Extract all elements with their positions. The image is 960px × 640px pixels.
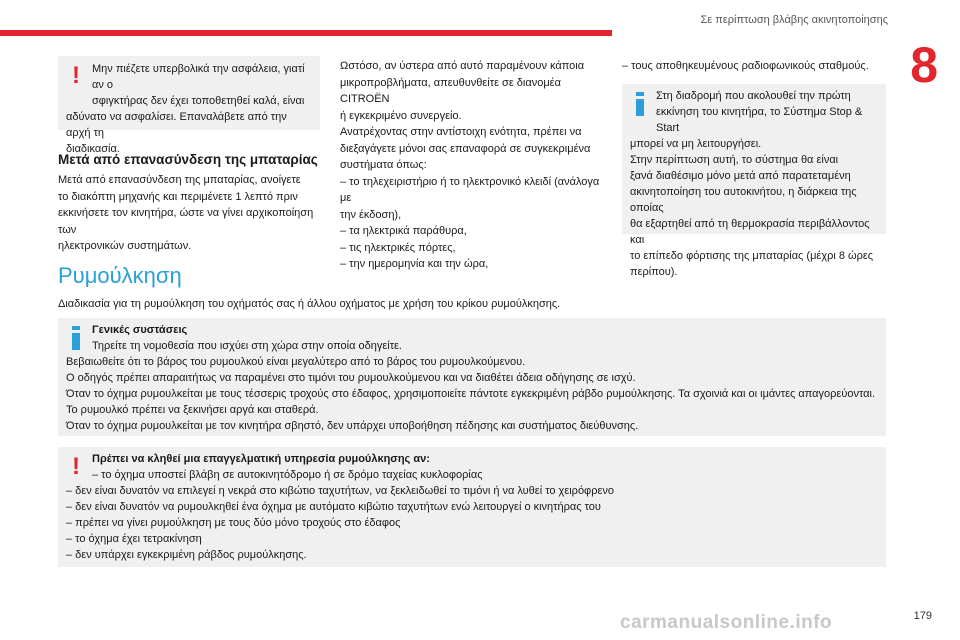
- info-line: ξανά διαθέσιμο μόνο μετά από παρατεταμένη: [630, 170, 851, 182]
- middle-line: – το τηλεχειριστήριο ή το ηλεκτρονικό κλειδί (ανάλογα με: [340, 175, 600, 204]
- info-icon: [634, 92, 644, 116]
- reconnect-line: το διακόπτη μηχανής και περιμένετε 1 λεπτό πριν: [58, 190, 298, 203]
- general-line: Το ρυμουλκό πρέπει να ξεκινήσει αργά και σταθερά.: [66, 404, 319, 416]
- warning-icon: !: [72, 62, 80, 89]
- info-line: Στην περίπτωση αυτή, το σύστημα θα είναι: [630, 154, 839, 166]
- general-line: Βεβαιωθείτε ότι το βάρος του ρυμουλκού είναι μεγαλύτερο από το βάρος του ρυμουλκούμενου.: [66, 356, 526, 368]
- info-line: θα εξαρτηθεί από τη θερμοκρασία περιβάλλοντος και: [630, 218, 870, 246]
- info-line: ακινητοποίηση του αυτοκινήτου, η διάρκεια της οποίας: [630, 186, 857, 214]
- general-line: Τηρείτε τη νομοθεσία που ισχύει στη χώρα στην οποία οδηγείτε.: [92, 340, 402, 352]
- warning-line: διαδικασία.: [66, 143, 120, 155]
- chapter-number: 8: [910, 37, 938, 93]
- warning-box-top: [58, 56, 320, 155]
- running-title: Σε περίπτωση βλάβης ακινητοποίησης: [700, 14, 888, 26]
- professional-towing-box: [58, 447, 886, 567]
- warning-line: αδύνατο να ασφαλίσει. Επαναλάβετε από την αρχή τη: [66, 111, 287, 139]
- reconnect-text: [58, 172, 328, 255]
- page-number: 179: [913, 610, 932, 622]
- info-line: μπορεί να μη λειτουργήσει.: [630, 138, 762, 150]
- reconnect-title: Μετά από επανασύνδεση της μπαταρίας: [58, 152, 318, 167]
- professional-line: – το όχημα έχει τετρακίνηση: [66, 533, 202, 545]
- professional-box-title: Πρέπει να κληθεί μια επαγγελματική υπηρεσία ρυμούλκησης αν:: [92, 453, 430, 465]
- middle-line: – τις ηλεκτρικές πόρτες,: [340, 241, 456, 254]
- middle-line: συστήματα όπως:: [340, 159, 427, 171]
- warning-line: Μην πιέζετε υπερβολικά την ασφάλεια, γιατί αν ο: [92, 63, 305, 91]
- warning-icon: !: [72, 453, 80, 480]
- info-line: εκκίνηση του κινητήρα, το Σύστημα Stop & Start: [656, 106, 863, 134]
- general-line: Όταν το όχημα ρυμουλκείται με τον κινητήρα σβηστό, δεν υπάρχει υποβοήθηση πέδησης και συστήματος διεύθυνσης.: [66, 420, 639, 432]
- professional-line: – δεν είναι δυνατόν να επιλεγεί η νεκρά στο κιβώτιο ταχυτήτων, να ξεκλειδωθεί το τιμόνι ή να λυθεί το χειρόφρενο: [66, 485, 614, 497]
- middle-line: Ωστόσο, αν ύστερα από αυτό παραμένουν κάποια: [340, 60, 585, 72]
- professional-line: – δεν υπάρχει εγκεκριμένη ράβδος ρυμούλκησης.: [66, 549, 307, 561]
- middle-line: – την ημερομηνία και την ώρα,: [340, 258, 489, 270]
- info-line: Στη διαδρομή που ακολουθεί την πρώτη: [656, 90, 851, 102]
- middle-line: την έκδοση),: [340, 208, 402, 221]
- reconnect-line: εκκινήσετε τον κινητήρα, ώστε να γίνει αρχικοποίηση των: [58, 207, 314, 236]
- watermark: carmanualsonline.info: [620, 612, 833, 633]
- middle-column: [340, 58, 610, 273]
- info-line: περίπου).: [630, 266, 678, 278]
- right-column-line: – τους αποθηκευμένους ραδιοφωνικούς σταθμούς.: [622, 60, 869, 72]
- middle-line: Ανατρέχοντας στην αντίστοιχη ενότητα, πρέπει να: [340, 126, 582, 138]
- towing-intro: Διαδικασία για τη ρυμούλκηση του οχήματός σας ή άλλου οχήματος με χρήση του κρίκου ρυμούλκησης.: [58, 298, 561, 310]
- warning-line: σφιγκτήρας δεν έχει τοποθετηθεί καλά, είναι: [92, 95, 305, 107]
- professional-line: – δεν είναι δυνατόν να ρυμουλκηθεί ένα όχημα με αυτόματο κιβώτιο ταχυτήτων ενώ λειτουργεί ο κινητήρας του: [66, 501, 601, 513]
- middle-line: διεξαγάγετε μόνοι σας επαναφορά σε συγκεκριμένα: [340, 142, 591, 155]
- info-line: το επίπεδο φόρτισης της μπαταρίας (μέχρι 8 ώρες: [630, 250, 874, 262]
- info-box-right: [622, 84, 886, 278]
- middle-line: μικροπροβλήματα, απευθυνθείτε σε διανομέα CITROËN: [340, 76, 561, 105]
- reconnect-line: Μετά από επανασύνδεση της μπαταρίας, ανοίγετε: [58, 174, 301, 186]
- info-icon: [70, 326, 80, 350]
- general-box-title: Γενικές συστάσεις: [92, 324, 188, 336]
- middle-line: ή εγκεκριμένο συνεργείο.: [340, 109, 462, 122]
- general-line: Ο οδηγός πρέπει απαραιτήτως να παραμένει στο τιμόνι του ρυμουλκούμενου και να διαθέτει άδεια οδήγησης σε ισχύ.: [66, 372, 636, 384]
- towing-title: Ρυμούλκηση: [58, 263, 182, 288]
- professional-line: – πρέπει να γίνει ρυμούλκηση με τους δύο μόνο τροχούς στο έδαφος: [66, 517, 401, 529]
- header-accent-bar: [0, 30, 612, 36]
- general-line: Όταν το όχημα ρυμουλκείται με τους τέσσερις τροχούς στο έδαφος, χρησιμοποιείτε πάντοτε εγκεκριμένη ράβδο ρυμούλκησης. Τα σχοινιά και οι ιμάντες απαγορεύονται.: [66, 388, 876, 400]
- reconnect-line: ηλεκτρονικών συστημάτων.: [58, 240, 192, 252]
- middle-line: – τα ηλεκτρικά παράθυρα,: [340, 225, 467, 237]
- professional-line: – το όχημα υποστεί βλάβη σε αυτοκινητόδρομο ή σε δρόμο ταχείας κυκλοφορίας: [92, 469, 483, 481]
- general-recommendations-box: [58, 318, 886, 436]
